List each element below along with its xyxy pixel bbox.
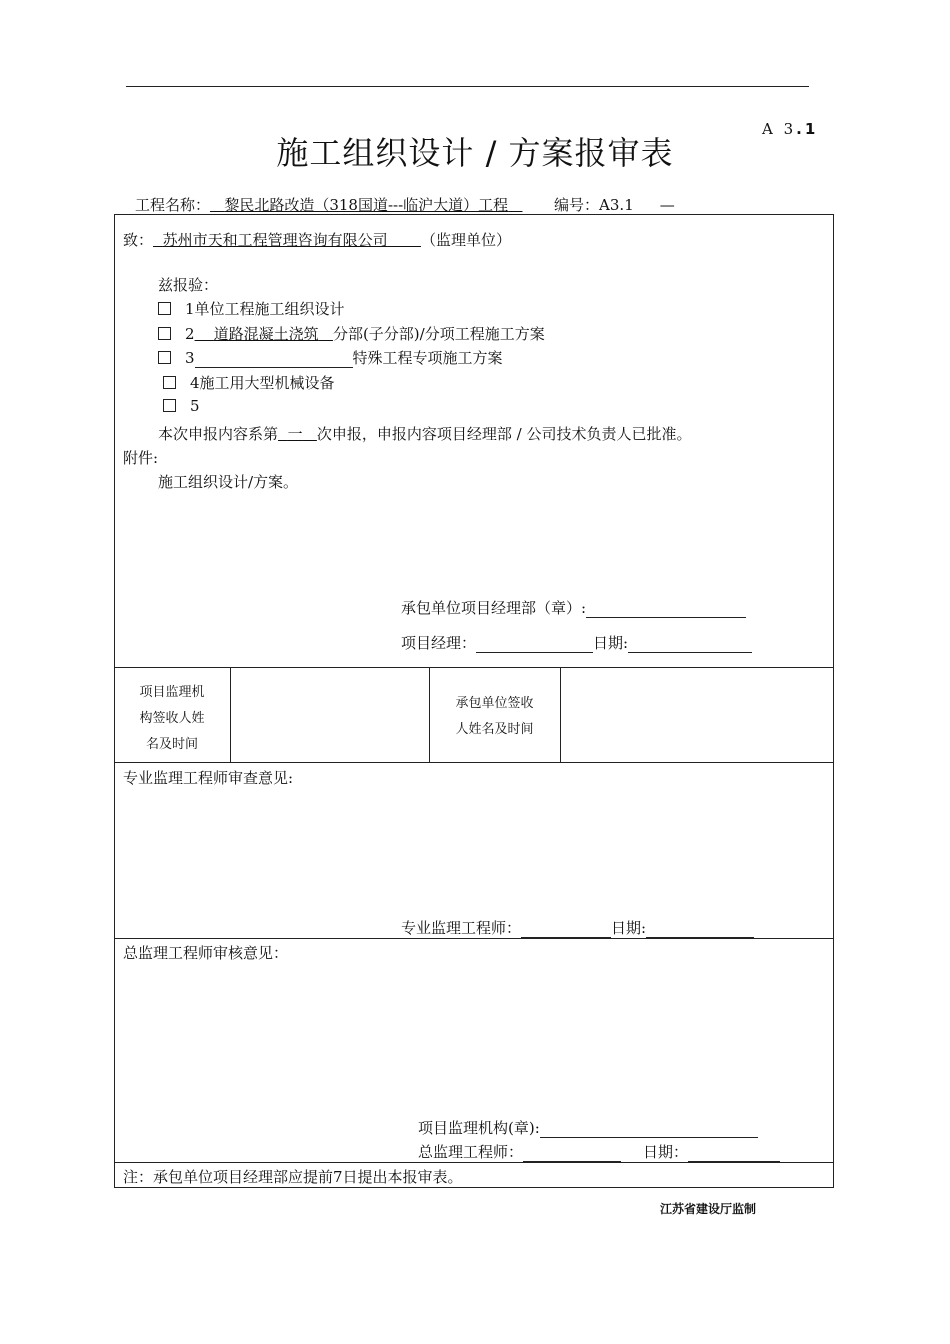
manager-row: 项目经理： 日期: [401,632,752,653]
form-code: A 3.1 [762,120,819,138]
note: 注：承包单位项目经理部应提前7日提出本报审表。 [123,1168,463,1186]
chief-opinion-label: 总监理工程师审核意见： [123,944,289,962]
org-seal-field[interactable] [540,1137,758,1138]
checkbox-item-2[interactable] [158,327,171,340]
attachment-label: 附件: [123,449,159,467]
declaration: 本次申报内容系第 一 次申报，申报内容项目经理部 / 公司技术负责人已批准。 [158,425,692,443]
checkbox-item-1[interactable] [158,302,171,315]
item-1: 1单位工程施工组织设计 [158,298,345,319]
supervisor-receiver-field[interactable] [231,668,428,761]
specialist-opinion-label: 专业监理工程师审查意见: [123,769,294,787]
item-2: 2 道路混凝土浇筑 分部(子分部)/分项工程施工方案 [158,323,545,344]
project-name-label: 工程名称： [135,196,211,214]
contractor-dept-row: 承包单位项目经理部（章）: [401,597,746,618]
project-name-value: 黎民北路改造（318国道---临沪大道）工程 [224,196,509,214]
checkbox-item-4[interactable] [163,376,176,389]
item-5: 5 [163,397,200,415]
divider [114,1162,834,1163]
supervisor-receiver-label: 项目监理机 构签收人姓 名及时间 [139,685,205,752]
divider [114,938,834,939]
contractor-receiver-label: 承包单位签收 人姓名及时间 [455,696,534,737]
chief-sign-row: 总监理工程师： 日期： [418,1141,780,1162]
form-number-label: 编号：A3.1 [554,196,634,214]
manager-date[interactable] [628,652,752,653]
item-3-blank[interactable] [195,367,353,368]
addressee-company: 苏州市天和工程管理咨询有限公司 [162,231,388,249]
project-info-row [135,194,709,215]
footer-issuer: 江苏省建设厅监制 [660,1202,757,1216]
item-4: 4施工用大型机械设备 [163,372,335,393]
manager-signature[interactable] [476,652,593,653]
item-3: 3 特殊工程专项施工方案 [158,347,503,368]
checkbox-item-5[interactable] [163,399,176,412]
divider [114,762,834,763]
specialist-sign-row: 专业监理工程师： 日期: [401,917,754,938]
contractor-receiver-field[interactable] [561,668,833,761]
submission-intro: 兹报验： [158,276,219,294]
addressee-row: 致： 苏州市天和工程管理咨询有限公司 （监理单位） [123,231,511,249]
checkbox-item-3[interactable] [158,351,171,364]
contractor-dept-signature[interactable] [586,617,746,618]
page-title: 施工组织设计 / 方案报审表 [276,134,674,172]
declaration-count: 一 [287,425,303,443]
top-rule [126,86,809,87]
form-number-sep: — [659,196,675,214]
attachment-text: 施工组织设计/方案。 [158,473,299,491]
item-2-value: 道路混凝土浇筑 [213,325,319,343]
org-seal-row: 项目监理机构(章): [418,1117,758,1138]
